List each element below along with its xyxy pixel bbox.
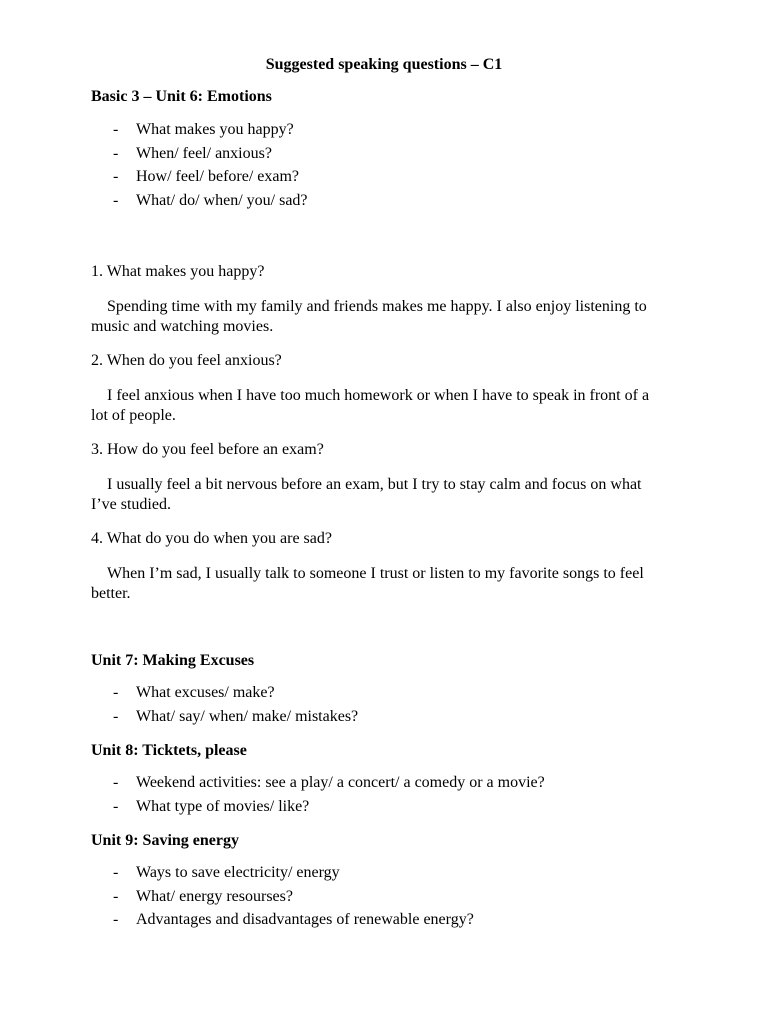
list-item — [0, 683, 768, 703]
bullet-text: What/ say/ when/ make/ mistakes? — [136, 708, 359, 725]
bullet-marker: - — [113, 145, 119, 162]
answer-4: When I’m sad, I usually talk to someone I trust or listen to my favorite songs to feel better. — [91, 565, 644, 602]
bullet-text: Weekend activities: see a play/ a concert/ a comedy or a movie? — [136, 774, 545, 791]
answer-2: I feel anxious when I have too much homework or when I have to speak in front of a lot of people. — [91, 387, 650, 424]
list-item — [0, 707, 768, 727]
bullet-marker: - — [113, 684, 119, 701]
bullet-text: What/ energy resourses? — [136, 888, 293, 905]
bullet-marker: - — [113, 798, 119, 815]
question-4: 4. What do you do when you are sad? — [91, 530, 332, 547]
unit8-heading: Unit 8: Ticktets, please — [91, 742, 247, 759]
question-1: 1. What makes you happy? — [91, 263, 265, 280]
bullet-marker: - — [113, 774, 119, 791]
answer-3: I usually feel a bit nervous before an exam, but I try to stay calm and focus on what I’ve studied. — [91, 476, 642, 513]
bullet-marker: - — [113, 708, 119, 725]
bullet-text: How/ feel/ before/ exam? — [136, 168, 300, 185]
list-item — [0, 797, 768, 817]
unit7-heading: Unit 7: Making Excuses — [91, 652, 255, 669]
bullet-text: What excuses/ make? — [136, 684, 275, 701]
question-2: 2. When do you feel anxious? — [91, 352, 282, 369]
list-item — [0, 144, 768, 164]
bullet-text: What type of movies/ like? — [136, 798, 310, 815]
bullet-marker: - — [113, 911, 119, 928]
list-item — [0, 191, 768, 211]
unit9-heading: Unit 9: Saving energy — [91, 832, 239, 849]
bullet-text: Ways to save electricity/ energy — [136, 864, 340, 881]
answer-1: Spending time with my family and friends makes me happy. I also enjoy listening to music and watching movies. — [91, 298, 647, 335]
unit6-heading: Basic 3 – Unit 6: Emotions — [91, 88, 272, 105]
bullet-text: When/ feel/ anxious? — [136, 145, 272, 162]
document-title: Suggested speaking questions – C1 — [265, 56, 503, 73]
bullet-marker: - — [113, 192, 119, 209]
bullet-text: What/ do/ when/ you/ sad? — [136, 192, 308, 209]
list-item — [0, 773, 768, 793]
bullet-text: Advantages and disadvantages of renewable energy? — [136, 911, 474, 928]
list-item — [0, 910, 768, 930]
bullet-marker: - — [113, 888, 119, 905]
list-item — [0, 887, 768, 907]
list-item — [0, 167, 768, 187]
bullet-marker: - — [113, 121, 119, 138]
list-item — [0, 863, 768, 883]
bullet-marker: - — [113, 864, 119, 881]
question-3: 3. How do you feel before an exam? — [91, 441, 324, 458]
list-item — [0, 120, 768, 140]
bullet-text: What makes you happy? — [136, 121, 294, 138]
bullet-marker: - — [113, 168, 119, 185]
